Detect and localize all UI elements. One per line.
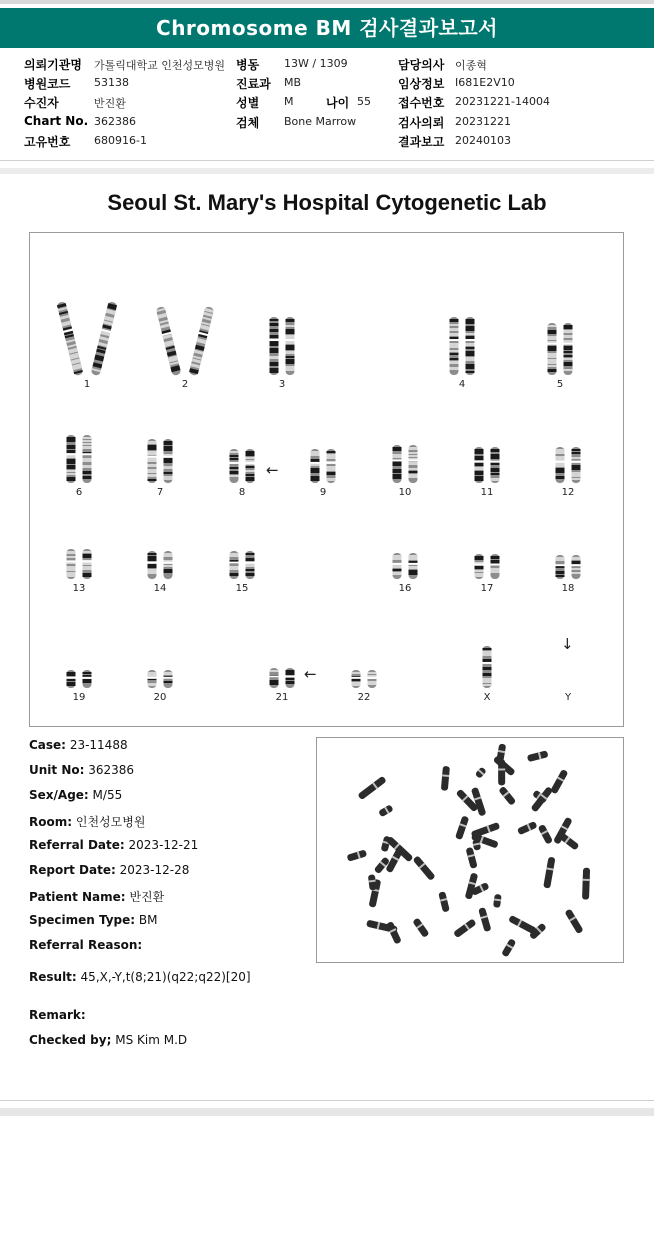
sexage-row <box>29 788 122 802</box>
chromosome-image <box>452 405 522 485</box>
chromosome-label-4: 4 <box>458 379 466 390</box>
metaphase-chromosome <box>527 750 549 762</box>
metaphase-chromosome <box>438 891 450 912</box>
chromosome-label-1: 1 <box>83 379 91 390</box>
dept-value: MB <box>284 76 302 89</box>
remark-label: Remark: <box>29 1008 86 1022</box>
metaphase-chromosome <box>368 874 377 890</box>
chromosome-pair-17 <box>452 501 522 581</box>
specimen-type-label: Specimen Type: <box>29 913 136 927</box>
referral-date-row <box>29 838 198 852</box>
chromosome-label-9: 9 <box>319 487 327 498</box>
chromosome-pair-1 <box>52 297 122 377</box>
chromosome-label-10: 10 <box>398 487 412 498</box>
result-report-label: 결과보고 <box>398 135 445 149</box>
specimen-value: Bone Marrow <box>284 115 357 128</box>
referral-reason-label: Referral Reason: <box>29 938 143 952</box>
metaphase-chromosome <box>558 832 579 850</box>
dept-label: 진료과 <box>236 77 271 91</box>
chromosome-label-19: 19 <box>72 692 86 703</box>
chromosome-label-6: 6 <box>75 487 83 498</box>
referral-date-value: 2023-12-21 <box>128 838 199 852</box>
referral-date-label: Referral Date: <box>29 838 125 852</box>
result-report-value: 20240103 <box>455 134 511 147</box>
metaphase-chromosome <box>412 917 429 938</box>
patient-name-value: 반진환 <box>129 890 165 904</box>
metaphase-chromosome <box>508 915 537 935</box>
report-date-label: Report Date: <box>29 863 116 877</box>
metaphase-chromosome <box>374 856 391 874</box>
specimen-type-value: BM <box>138 913 158 927</box>
unit-value: 362386 <box>88 763 135 777</box>
chromosome-pair-5 <box>525 297 595 377</box>
chromosome-image <box>52 297 122 377</box>
checked-label: Checked by; <box>29 1033 112 1047</box>
chromosome-pair-22 <box>329 610 399 690</box>
room-row <box>29 813 145 830</box>
result-row <box>29 970 251 984</box>
request-value: 20231221 <box>455 115 511 128</box>
accession-label: 접수번호 <box>398 96 445 110</box>
metaphase-chromosome <box>538 824 553 845</box>
metaphase-chromosome <box>466 847 478 869</box>
metaphase-chromosome <box>478 907 491 932</box>
chromosome-pair-4 <box>427 297 497 377</box>
chromosome-image <box>44 501 114 581</box>
chromosome-label-11: 11 <box>480 487 494 498</box>
ward-label: 병동 <box>236 58 260 72</box>
chromosome-pair-X <box>452 610 522 690</box>
chromosome-pair-6 <box>44 405 114 485</box>
chromosome-pair-10 <box>370 405 440 485</box>
report-title: Chromosome BM 검사결과보고서 <box>0 8 654 48</box>
metaphase-chromosome <box>378 804 394 817</box>
metaphase-chromosome <box>453 918 477 938</box>
metaphase-chromosome <box>550 769 568 795</box>
chromosome-image <box>247 297 317 377</box>
unit-row <box>29 763 134 777</box>
specimen-type-row <box>29 913 158 927</box>
metaphase-chromosome <box>357 776 386 801</box>
metaphase-chromosome <box>347 849 368 861</box>
chromosome-image <box>125 610 195 690</box>
chromosome-image <box>533 405 603 485</box>
metaphase-chromosome <box>475 767 487 779</box>
unit-label: Unit No: <box>29 763 85 777</box>
chromosome-label-16: 16 <box>398 583 412 594</box>
ward-value: 13W / 1309 <box>284 57 348 70</box>
patient-label: 수진자 <box>24 96 59 110</box>
metaphase-chromosome <box>543 857 555 889</box>
chromosome-pair-18 <box>533 501 603 581</box>
room-label: Room: <box>29 815 73 829</box>
institution-label: 의뢰기관명 <box>24 58 82 72</box>
chromosome-image <box>288 405 358 485</box>
metaphase-chromosome <box>441 766 450 791</box>
metaphase-chromosome <box>455 815 469 840</box>
chromosome-pair-2 <box>150 297 220 377</box>
chromosome-image <box>125 405 195 485</box>
chromosome-image <box>533 501 603 581</box>
chromosome-label-Y: Y <box>564 692 572 703</box>
chromosome-image <box>452 610 522 690</box>
metaphase-image <box>316 737 624 963</box>
chromosome-label-12: 12 <box>561 487 575 498</box>
chromosome-label-14: 14 <box>153 583 167 594</box>
chromosome-image <box>44 610 114 690</box>
chromosome-image <box>427 297 497 377</box>
arrow-chr21: ← <box>304 665 317 683</box>
referral-reason-row <box>29 938 142 952</box>
institution-value: 가톨릭대학교 인천성모병원 <box>94 59 226 72</box>
clinical-value: I681E2V10 <box>455 76 515 89</box>
patient-header <box>0 56 654 152</box>
checked-value: MS Kim M.D <box>115 1033 188 1047</box>
chromosome-label-8: 8 <box>238 487 246 498</box>
chromosome-label-18: 18 <box>561 583 575 594</box>
karyogram <box>29 232 624 727</box>
metaphase-chromosome <box>471 822 501 839</box>
metaphase-chromosome <box>386 836 414 863</box>
remark-row <box>29 1008 86 1022</box>
patient-name-row <box>29 888 164 905</box>
metaphase-chromosome <box>498 759 505 785</box>
chromosome-pair-14 <box>125 501 195 581</box>
metaphase-spread <box>317 738 623 962</box>
arrow-chr8: ← <box>266 461 279 479</box>
chart-label: Chart No. <box>24 114 89 128</box>
sex-value: M <box>284 95 294 108</box>
metaphase-chromosome <box>413 855 436 881</box>
top-border <box>0 0 654 4</box>
metaphase-chromosome <box>582 868 590 900</box>
request-label: 검사의뢰 <box>398 116 445 130</box>
chromosome-label-22: 22 <box>357 692 371 703</box>
age-label: 나이 <box>326 96 350 110</box>
chromosome-label-5: 5 <box>556 379 564 390</box>
chart-value: 362386 <box>94 115 136 128</box>
metaphase-chromosome <box>564 908 583 934</box>
unique-value: 680916-1 <box>94 134 147 147</box>
chromosome-label-20: 20 <box>153 692 167 703</box>
accession-value: 20231221-14004 <box>455 95 550 108</box>
doctor-value: 이종혁 <box>455 59 487 72</box>
header-divider <box>0 160 654 161</box>
chromosome-pair-16 <box>370 501 440 581</box>
chromosome-pair-15 <box>207 501 277 581</box>
metaphase-chromosome <box>501 938 516 957</box>
patient-value: 반진환 <box>94 97 126 110</box>
chromosome-label-3: 3 <box>278 379 286 390</box>
chromosome-image <box>125 501 195 581</box>
lab-title: Seoul St. Mary's Hospital Cytogenetic Lab <box>107 190 547 215</box>
clinical-label: 임상정보 <box>398 77 445 91</box>
chromosome-image <box>207 501 277 581</box>
room-value: 인천성모병원 <box>75 815 146 829</box>
footer-divider <box>0 1100 654 1101</box>
chromosome-pair-20 <box>125 610 195 690</box>
chromosome-pair-3 <box>247 297 317 377</box>
arrow-chrY: ↓ <box>561 635 574 653</box>
header-divider-band <box>0 168 654 174</box>
chromosome-image <box>44 405 114 485</box>
chromosome-image <box>370 501 440 581</box>
chromosome-label-15: 15 <box>235 583 249 594</box>
chromosome-pair-11 <box>452 405 522 485</box>
unique-label: 고유번호 <box>24 135 71 149</box>
chromosome-label-X: X <box>483 692 491 703</box>
chromosome-pair-13 <box>44 501 114 581</box>
chromosome-image <box>452 501 522 581</box>
sex-label: 성별 <box>236 96 260 110</box>
hospital-code-value: 53138 <box>94 76 129 89</box>
doctor-label: 담당의사 <box>398 58 445 72</box>
metaphase-chromosome <box>493 894 502 908</box>
sexage-label: Sex/Age: <box>29 788 89 802</box>
patient-name-label: Patient Name: <box>29 890 126 904</box>
report-date-value: 2023-12-28 <box>119 863 190 877</box>
metaphase-chromosome <box>386 921 402 945</box>
chromosome-image <box>329 610 399 690</box>
metaphase-chromosome <box>498 786 516 806</box>
chromosome-pair-12 <box>533 405 603 485</box>
metaphase-chromosome <box>530 786 553 812</box>
chromosome-label-7: 7 <box>156 487 164 498</box>
sexage-value: M/55 <box>92 788 123 802</box>
metaphase-chromosome <box>465 872 479 899</box>
case-label: Case: <box>29 738 66 752</box>
hospital-code-label: 병원코드 <box>24 77 71 91</box>
age-value: 55 <box>357 95 371 108</box>
result-label: Result: <box>29 970 77 984</box>
footer-divider-band <box>0 1108 654 1116</box>
case-value: 23-11488 <box>69 738 128 752</box>
checked-row <box>29 1033 187 1047</box>
chromosome-label-2: 2 <box>181 379 189 390</box>
chromosome-pair-19 <box>44 610 114 690</box>
specimen-label: 검체 <box>236 116 260 130</box>
chromosome-image <box>525 297 595 377</box>
report-date-row <box>29 863 189 877</box>
chromosome-pair-7 <box>125 405 195 485</box>
case-row <box>29 738 128 752</box>
result-value: 45,X,-Y,t(8;21)(q22;q22)[20] <box>80 970 251 984</box>
chromosome-pair-9 <box>288 405 358 485</box>
chromosome-label-17: 17 <box>480 583 494 594</box>
chromosome-image <box>150 297 220 377</box>
chromosome-label-13: 13 <box>72 583 86 594</box>
chromosome-image <box>370 405 440 485</box>
chromosome-label-21: 21 <box>275 692 289 703</box>
metaphase-chromosome <box>517 821 538 835</box>
